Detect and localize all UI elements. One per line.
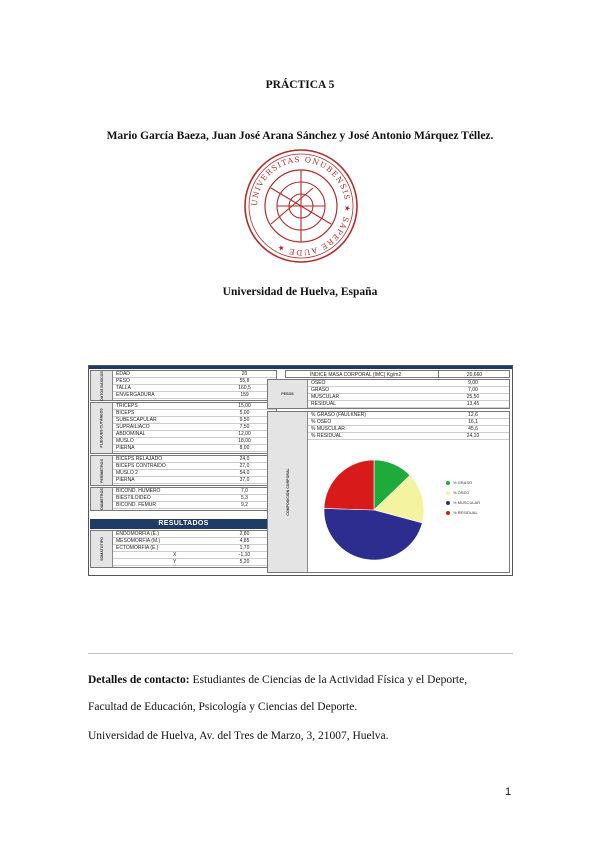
data-row: MUSLO 18,00 bbox=[113, 438, 276, 445]
imc-row: ÍNDICE MASA CORPORAL (IMC) Kg/m2 20,660 bbox=[285, 370, 510, 378]
group-basic bbox=[90, 370, 277, 401]
group-label-skinfolds: PLIEGUES CUTÁNEOS bbox=[91, 403, 113, 453]
contact-line-2: Facultad de Educación, Psicología y Ciencias del Deporte. bbox=[88, 701, 358, 713]
seal-text: UNIVERSITAS ONUBENSIS ★ SAPERE AUDE ★ bbox=[249, 154, 353, 258]
contact-text-1: Estudiantes de Ciencias de la Actividad Física y el Deporte, bbox=[192, 674, 468, 686]
contact-line-3: Universidad de Huelva, Av. del Tres de Marzo, 3, 21007, Huelva. bbox=[88, 730, 389, 742]
university-name: Universidad de Huelva, España bbox=[222, 286, 378, 298]
data-row: BICOND. FÉMUR 9,2 bbox=[113, 502, 276, 509]
data-row: % RESIDUAL 24,10 bbox=[308, 433, 509, 440]
data-row: EDAD 20 bbox=[113, 371, 276, 378]
divider bbox=[88, 653, 513, 654]
data-row: GRASO 7,00 bbox=[308, 387, 509, 394]
university-seal bbox=[243, 148, 359, 264]
page-number: 1 bbox=[505, 786, 512, 798]
composition-pie-chart bbox=[322, 458, 426, 562]
authors-line: Mario García Baeza, Juan José Arana Sánchez y José Antonio Márquez Téllez. bbox=[106, 130, 494, 142]
group-label-weights: PESOS bbox=[268, 380, 308, 408]
data-row: BÍCEPS 5,00 bbox=[113, 410, 276, 417]
data-row: % ÓSEO 16,1 bbox=[308, 419, 509, 426]
data-row: ÓSEO 9,00 bbox=[308, 380, 509, 387]
page-title: PRÁCTICA 5 bbox=[265, 79, 335, 91]
group-weights bbox=[267, 379, 510, 409]
group-label-basic: DATOS BÁSICOS bbox=[91, 371, 113, 400]
data-row: BÍCEPS CONTRAÍDO 27,0 bbox=[113, 463, 276, 470]
data-row: PIERNA 8,00 bbox=[113, 445, 276, 452]
legend-item-oseo: % ÓSEO bbox=[446, 490, 469, 495]
data-row: ENVERGADURA 159 bbox=[113, 392, 276, 399]
data-row: SUPRAILÍACO 7,50 bbox=[113, 424, 276, 431]
sheet-top-bar bbox=[89, 366, 512, 369]
data-row: ENDOMORFIA (E.) 2,80 bbox=[113, 531, 276, 538]
results-header: RESULTADOS bbox=[90, 519, 277, 529]
contact-line-1 bbox=[88, 674, 467, 686]
data-row: TRÍCEPS 15,00 bbox=[113, 403, 276, 410]
group-composition bbox=[267, 411, 510, 573]
data-row: % MUSCULAR 45,6 bbox=[308, 426, 509, 433]
group-label-somatotype: SOMATOTIPO bbox=[91, 531, 113, 567]
contact-label: Detalles de contacto: bbox=[88, 674, 190, 686]
group-label-diameters: DIÁMETROS bbox=[91, 488, 113, 510]
data-row: Y 5,20 bbox=[113, 559, 276, 566]
group-skinfolds bbox=[90, 402, 277, 454]
data-row: PIERNA 37,0 bbox=[113, 477, 276, 484]
data-row: SUBESCAPULAR 9,50 bbox=[113, 417, 276, 424]
data-row: % GRASO (FAULKNER) 12,6 bbox=[308, 412, 509, 419]
data-row: ABDOMINAL 12,00 bbox=[113, 431, 276, 438]
data-row: BICOND. HÚMERO 7,0 bbox=[113, 488, 276, 495]
anthropometry-sheet bbox=[88, 365, 513, 576]
group-label-composition: COMPOSICIÓN CORPORAL bbox=[268, 412, 308, 572]
pie-slice-residual bbox=[324, 460, 374, 510]
data-row: PESO 55,8 bbox=[113, 378, 276, 385]
group-somatotype bbox=[90, 530, 277, 568]
data-row: MESOMORFIA (M.) 4,85 bbox=[113, 538, 276, 545]
data-row: BÍCEPS RELAJADO 24,0 bbox=[113, 456, 276, 463]
data-row: BIESTILOIDEO 5,3 bbox=[113, 495, 276, 502]
legend-item-residual: % RESIDUAL bbox=[446, 510, 478, 515]
legend-item-muscular: % MUSCULAR bbox=[446, 500, 480, 505]
data-row: MUSLO 2 54,0 bbox=[113, 470, 276, 477]
group-diameters bbox=[90, 487, 277, 511]
data-row: MUSCULAR 25,50 bbox=[308, 394, 509, 401]
data-row: RESIDUAL 13,45 bbox=[308, 401, 509, 408]
data-row: TALLA 160,5 bbox=[113, 385, 276, 392]
group-label-perimeters: PERÍMETROS bbox=[91, 456, 113, 485]
group-perimeters bbox=[90, 455, 277, 486]
data-row: X -1,10 bbox=[113, 552, 276, 559]
data-row: ECTOMORFIA (E.) 1,70 bbox=[113, 545, 276, 552]
legend-item-graso: % GRASO bbox=[446, 480, 472, 485]
